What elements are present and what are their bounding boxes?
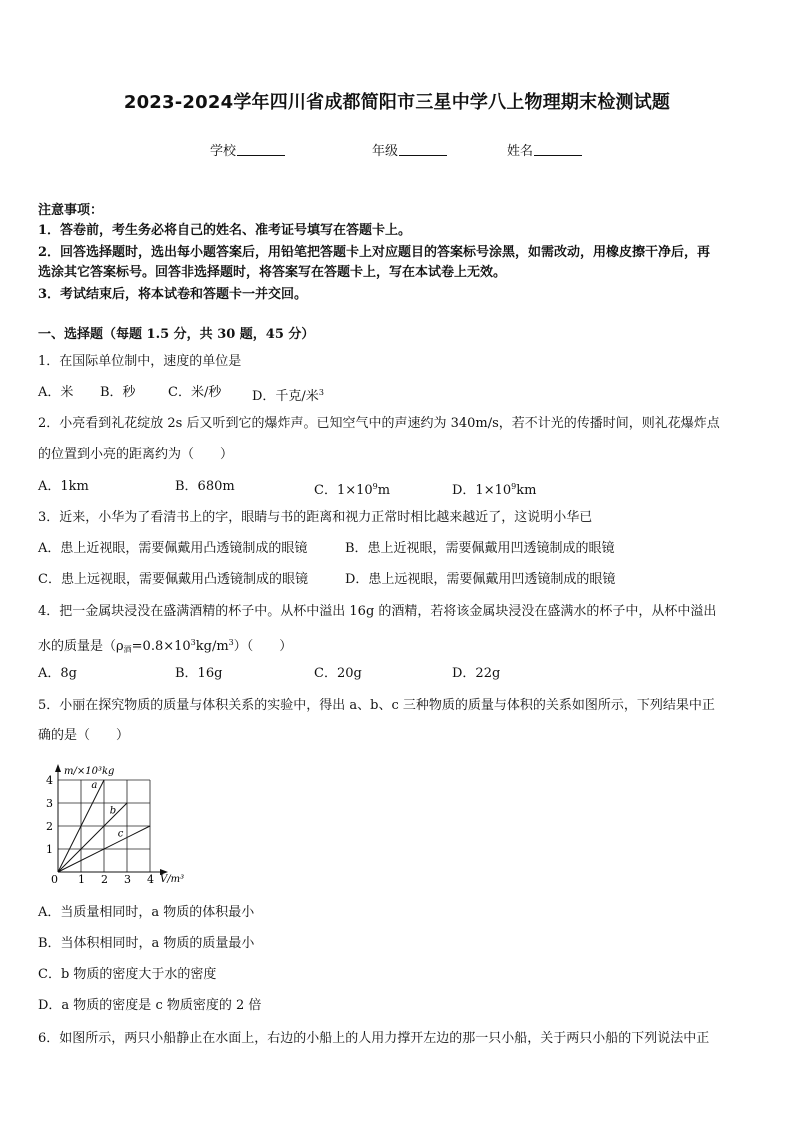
q2-option-c: C．$1\times 10^9m$	[314, 482, 391, 498]
q1-option-b: B．秒	[100, 385, 136, 400]
q5-stem-1: 5．小丽在探究物质的质量与体积关系的实验中，得出 a、b、c 三种物质的质量与体积的关系如图所示，下列结果中正	[38, 698, 715, 713]
q3-option-a: A．患上近视眼，需要佩戴用凸透镜制成的眼镜	[38, 541, 308, 556]
section-heading: 一、选择题（每题 1.5 分，共 30 题，45 分）	[38, 327, 315, 342]
notes-heading: 注意事项：	[38, 203, 104, 218]
series-label-b: b	[109, 805, 117, 817]
x-tick-1: 1	[78, 873, 85, 886]
q5-option-a: A．当质量相同时，a 物质的体积最小	[38, 905, 255, 920]
note-2a: 2．回答选择题时，选出每小题答案后，用铅笔把答题卡上对应题目的答案标号涂黑，如需改动，用橡皮擦干净后，再	[38, 245, 711, 260]
x-tick-3: 3	[124, 873, 131, 886]
q5-option-b: B．当体积相同时，a 物质的质量最小	[38, 936, 255, 951]
q3-option-b: B．患上近视眼，需要佩戴用凹透镜制成的眼镜	[345, 541, 615, 556]
q1-stem: 1．在国际单位制中，速度的单位是	[38, 354, 242, 369]
series-label-a: a	[91, 780, 98, 792]
q2-option-b: B．680m	[175, 479, 235, 494]
q3-option-c: C．患上远视眼，需要佩戴用凸透镜制成的眼镜	[38, 572, 308, 587]
q4-option-c: C．20g	[314, 666, 362, 681]
x-tick-2: 2	[101, 873, 108, 886]
y-tick-3: 3	[46, 797, 53, 810]
y-axis-label: m/×10³kg	[64, 766, 115, 777]
q3-option-d: D．患上远视眼，需要佩戴用凹透镜制成的眼镜	[345, 572, 616, 587]
name-field: 姓名	[507, 140, 582, 159]
q6-stem-1: 6．如图所示，两只小船静止在水面上，右边的小船上的人用力撑开左边的那一只小船，关于两只小船的下列说法中正	[38, 1031, 710, 1046]
grade-field: 年级	[372, 140, 447, 159]
q2-option-d: D．$1\times 10^9km$	[452, 482, 537, 498]
q1-option-d: D．千克/米$^3$	[252, 388, 324, 404]
y-tick-2: 2	[46, 820, 53, 833]
mass-volume-chart	[38, 755, 198, 890]
series-label-c: c	[117, 828, 124, 840]
q5-option-c: C．b 物质的密度大于水的密度	[38, 967, 217, 982]
q2-stem-1: 2．小亮看到礼花绽放 2s 后又听到它的爆炸声。已知空气中的声速约为 340m/s，若不计光的传播时间，则礼花爆炸点	[38, 416, 720, 431]
school-field: 学校	[210, 140, 285, 159]
series-line-b	[58, 803, 127, 872]
x-axis-label: V/m³	[160, 874, 185, 885]
q5-stem-2: 确的是（ ）	[38, 728, 130, 743]
note-2b: 选涂其它答案标号。回答非选择题时，将答案写在答题卡上，写在本试卷上无效。	[38, 265, 507, 280]
q1-option-a: A．米	[38, 385, 74, 400]
q1-option-c: C．米/秒	[168, 385, 222, 400]
q4-option-d: D．22g	[452, 666, 501, 681]
y-tick-1: 1	[46, 843, 53, 856]
q2-option-a: A．1km	[38, 479, 89, 494]
y-tick-4: 4	[46, 774, 53, 787]
q4-option-b: B．16g	[175, 666, 223, 681]
q5-option-d: D．a 物质的密度是 c 物质密度的 2 倍	[38, 998, 262, 1013]
q4-stem-1: 4．把一金属块浸没在盛满酒精的杯子中。从杯中溢出 16g 的酒精，若将该金属块浸没在盛满水的杯子中，从杯中溢出	[38, 604, 717, 619]
y-axis-arrow	[55, 764, 61, 772]
q4-option-a: A．8g	[38, 666, 77, 681]
note-1: 1．答卷前，考生务必将自己的姓名、准考证号填写在答题卡上。	[38, 223, 412, 238]
x-tick-4: 4	[147, 873, 154, 886]
page-title: 2023-2024学年四川省成都简阳市三星中学八上物理期末检测试题	[123, 92, 671, 113]
x-tick-0: 0	[51, 873, 58, 886]
q4-stem-2: 水的质量是$(\rho_酒=0.8\times 10^3kg/m^3)$（ ）	[38, 638, 293, 654]
q3-stem: 3．近来，小华为了看清书上的字，眼睛与书的距离和视力正常时相比越来越近了，这说明小华已	[38, 510, 593, 525]
q2-stem-2: 的位置到小亮的距离约为（ ）	[38, 447, 234, 462]
note-3: 3．考试结束后，将本试卷和答题卡一并交回。	[38, 287, 308, 302]
